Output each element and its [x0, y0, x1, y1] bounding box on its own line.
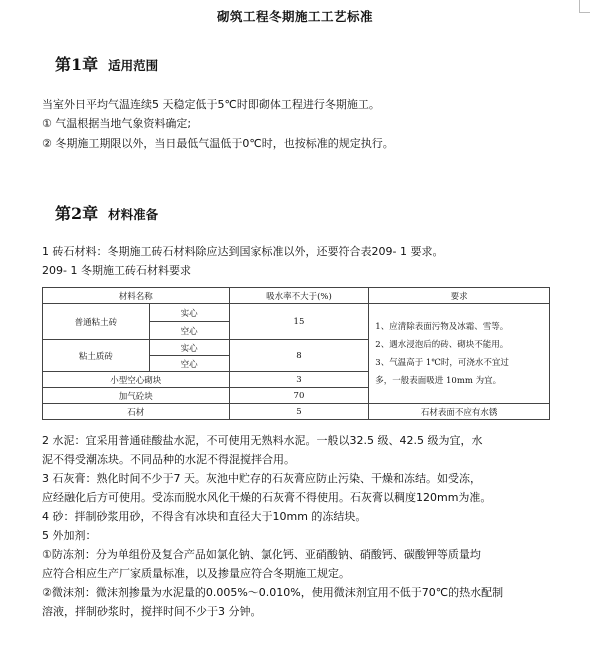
chapter-1-number: 第1章: [55, 55, 99, 74]
chapter-2-number: 第2章: [55, 204, 99, 223]
body-paragraph-line: 应符合相应生产厂家质量标准，以及掺量应符合冬期施工规定。: [42, 567, 350, 580]
chapter-1-name: 适用范围: [108, 58, 159, 73]
table-cell-value: 15: [229, 304, 369, 340]
table-cell-material: 加气砼块: [43, 388, 230, 404]
table-caption: 209- 1 冬期施工砖石材料要求: [42, 264, 191, 277]
table-header-cell: 吸水率不大于(%): [229, 288, 369, 304]
chapter-2-intro: 1 砖石材料：冬期施工砖石材料除应达到国家标准以外，还要符合表209- 1 要求。: [42, 245, 444, 258]
table-cell-material: 普通粘土砖: [43, 304, 150, 340]
body-paragraph-line: 3 石灰膏：熟化时间不少于7 天。灰池中贮存的石灰膏应防止污染、干燥和冻结。如受冻，: [42, 472, 481, 485]
table-cell-sub: 空心: [149, 322, 229, 340]
chapter-1-line: ① 气温根据当地气象资料确定;: [42, 117, 192, 130]
table-cell-material: 粘土质砖: [43, 340, 150, 372]
table-cell-requirement: 石材表面不应有水锈: [369, 404, 550, 420]
requirement-line: 2、遇水浸泡后的砖、砌块不能用。: [375, 339, 509, 350]
table-header-cell: 材料名称: [43, 288, 230, 304]
document-title: 砌筑工程冬期施工工艺标准: [216, 9, 373, 24]
body-paragraph-line: 泥不得受潮冻块。不同品种的水泥不得混搅拌合用。: [42, 453, 295, 466]
table-cell-value: 3: [229, 372, 369, 388]
table-row: [43, 404, 550, 420]
table-cell-sub: 实心: [149, 340, 229, 356]
table-cell-material: 石材: [43, 404, 230, 420]
body-paragraph-line: 4 砂：拌制砂浆用砂，不得含有冰块和直径大于10mm 的冻结块。: [42, 510, 367, 523]
table-cell-material: 小型空心砌块: [43, 372, 230, 388]
table-cell-value: 70: [229, 388, 369, 404]
body-paragraph-line: 溶液，拌制砂浆时，搅拌时间不少于3 分钟。: [42, 605, 262, 618]
body-paragraph-line: ①防冻剂：分为单组份及复合产品如氯化钠、氯化钙、亚硝酸钠、硝酸钙、碳酸钾等质量均: [42, 548, 481, 561]
table-cell-requirements: [369, 304, 550, 404]
body-paragraph-line: 5 外加剂：: [42, 529, 97, 542]
body-paragraph-line: ②微沫剂：微沫剂掺量为水泥量的0.005%～0.010%，使用微沫剂宜用不低于70℃的热水配制: [42, 586, 504, 599]
table-header-row: [43, 288, 550, 304]
requirement-line: 3、气温高于 1℃时，可浇水不宜过: [375, 357, 509, 368]
table-cell-value: 8: [229, 340, 369, 372]
chapter-1-line: ② 冬期施工期限以外，当日最低气温低于0℃时，也按标准的规定执行。: [42, 137, 394, 150]
body-paragraph-line: 2 水泥：宜采用普通硅酸盐水泥，不可使用无熟料水泥。一般以32.5 级、42.5 级为宜，水: [42, 434, 483, 447]
requirement-line: 1、应清除表面污物及冰霜、雪等。: [375, 321, 509, 332]
table-cell-sub: 实心: [149, 304, 229, 322]
table-cell-value: 5: [229, 404, 369, 420]
requirement-line: 多，一般表面吸进 10mm 为宜。: [375, 375, 502, 386]
chapter-2-name: 材料准备: [108, 207, 159, 222]
table-cell-sub: 空心: [149, 356, 229, 372]
table-row: [43, 304, 550, 322]
table-header-cell: 要求: [369, 288, 550, 304]
chapter-1-heading: [55, 52, 158, 75]
chapter-1-line: 当室外日平均气温连续5 天稳定低于5℃时即砌体工程进行冬期施工。: [42, 98, 380, 111]
chapter-2-heading: [55, 201, 158, 224]
body-paragraph-line: 应经融化后方可使用。受冻而脱水风化干燥的石灰膏不得使用。石灰膏以稠度120mm为准。: [42, 491, 492, 504]
materials-table: [42, 287, 550, 420]
